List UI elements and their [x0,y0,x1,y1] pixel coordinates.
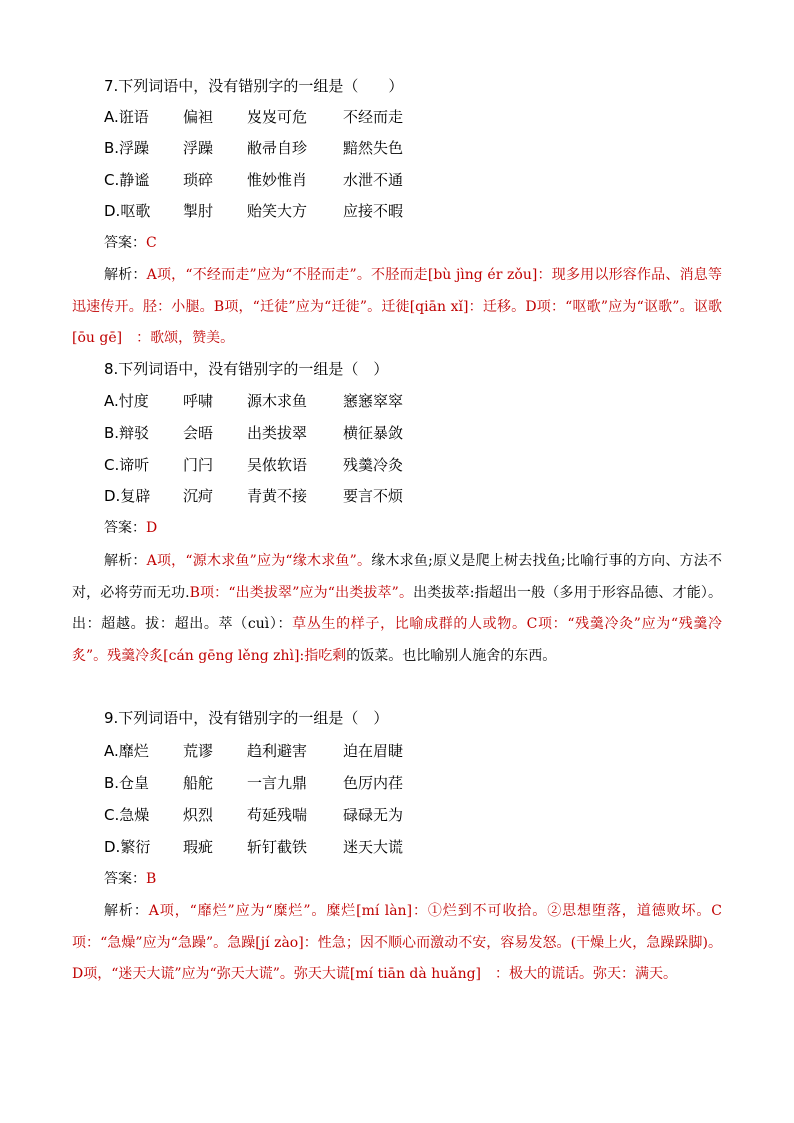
analysis-label: 解析： [104,553,147,569]
option-word: 瑕疵 [183,838,214,856]
question-7-analysis [72,260,722,355]
analysis-text: A项，“不经而走”应为“不胫而走”。不胫而走[bù jìng ér zǒu]：现多用以形容作品、消息等迅速传开。胫：小腿。B项，“迁徒”应为“迁徙”。迁徙[qiān xǐ]：迁移。D项：“呕歌”应为“讴歌”。讴歌[ōu gē] ：歌颂，赞美。 [72,267,723,346]
option-word: 贻笑大方 [247,202,308,220]
answer-label: 答案： [104,871,146,887]
option-word: 苟延残喘 [247,806,308,824]
answer-letter: B [146,871,157,887]
question-8-stem: 8.下列词语中，没有错别字的一组是（ ） [104,360,389,378]
analysis-text: 缘木求鱼;原义是爬上树去找鱼;比喻行事的方向、方法不对，必将劳而无功. [72,553,722,601]
option-word: 迫在眉睫 [343,742,404,760]
option-word: B.浮躁 [104,139,150,157]
option-word: 应接不暇 [343,202,404,220]
option-word: 门闩 [183,456,214,474]
analysis-label: 解析： [104,903,149,919]
answer-letter: C [146,235,157,251]
option-word: 青黄不接 [247,487,308,505]
question-7-answer [104,233,157,253]
option-word: D.呕歌 [104,202,151,220]
answer-label: 答案： [104,235,146,251]
option-word: 源木求鱼 [247,392,308,410]
option-word: 浮躁 [183,139,214,157]
analysis-text: 草丛生的样子，比喻成群的人或物。C项：“残羹冷灸”应为“残羹冷炙”。残羹冷炙[cán gēng lěng zhì]:指吃剩 [72,616,722,664]
analysis-text: 出类拔萃:指超出一般（多用于形容品德、才能）。出：超越。拔：超出。萃（cuì）： [72,584,723,632]
answer-label: 答案： [104,520,146,536]
option-word: 迷天大谎 [343,838,404,856]
option-word: 敝帚自珍 [247,139,308,157]
option-word: B.辩驳 [104,424,150,442]
analysis-text: 的饭菜。也比喻别人施舍的东西。 [346,647,557,664]
option-word: 炽烈 [183,806,214,824]
option-word: 窸窸窣窣 [343,392,404,410]
option-word: D.繁衍 [104,838,151,856]
option-word: 会晤 [183,424,214,442]
option-word: 惟妙惟肖 [247,171,308,189]
option-word: 吴侬软语 [247,456,308,474]
question-8-answer [104,518,157,538]
option-word: 黯然失色 [343,139,404,157]
option-word: 偏袒 [183,108,214,126]
option-word: 一言九鼎 [247,774,308,792]
question-7-stem: 7.下列词语中，没有错别字的一组是（ ） [104,77,404,95]
question-8-analysis [72,546,722,672]
option-word: 呼啸 [183,392,214,410]
option-word: C.静谧 [104,171,150,189]
option-word: 船舵 [183,774,214,792]
analysis-text: A项，“源木求鱼”应为“缘木求鱼”。 [146,553,372,569]
option-word: 横征暴敛 [343,424,404,442]
option-word: A.诳语 [104,108,149,126]
analysis-label: 解析： [104,267,147,283]
question-9-answer [104,869,156,889]
option-word: 碌碌无为 [343,806,404,824]
option-word: 不经而走 [343,108,404,126]
question-9-stem: 9.下列词语中，没有错别字的一组是（ ） [104,709,389,727]
analysis-text: B项：“出类拔翠”应为“出类拔萃”。 [189,584,414,601]
option-word: D.复辟 [104,487,151,505]
option-word: A.靡烂 [104,742,149,760]
option-word: 要言不烦 [343,487,404,505]
option-word: 沉疴 [183,487,214,505]
option-word: B.仓皇 [104,774,150,792]
option-word: 琐碎 [183,171,214,189]
option-word: 水泄不通 [343,171,404,189]
option-word: C.谛听 [104,456,150,474]
answer-letter: D [146,520,158,536]
option-word: 岌岌可危 [247,108,308,126]
option-word: 掣肘 [183,202,214,220]
option-word: 趋利避害 [247,742,308,760]
option-word: 出类拔翠 [247,424,308,442]
analysis-text: A项，“靡烂”应为“糜烂”。糜烂[mí làn]：①烂到不可收拾。②思想堕落，道德败坏。C项：“急燥”应为“急躁”。急躁[jí zào]：性急；因不顺心而激动不安，容易发怒。(干燥上火，急躁跺脚)。D项，“迷天大谎”应为“弥天大谎”。弥天大谎[mí tiān dà huǎng] ：极大的谎话。弥天：满天。 [72,903,722,982]
option-word: 残羹冷灸 [343,456,404,474]
option-word: 色厉内荏 [343,774,404,792]
option-word: 斩钉截铁 [247,838,308,856]
option-word: 荒谬 [183,742,214,760]
option-word: C.急燥 [104,806,150,824]
question-9-analysis [72,896,722,991]
option-word: A.忖度 [104,392,149,410]
